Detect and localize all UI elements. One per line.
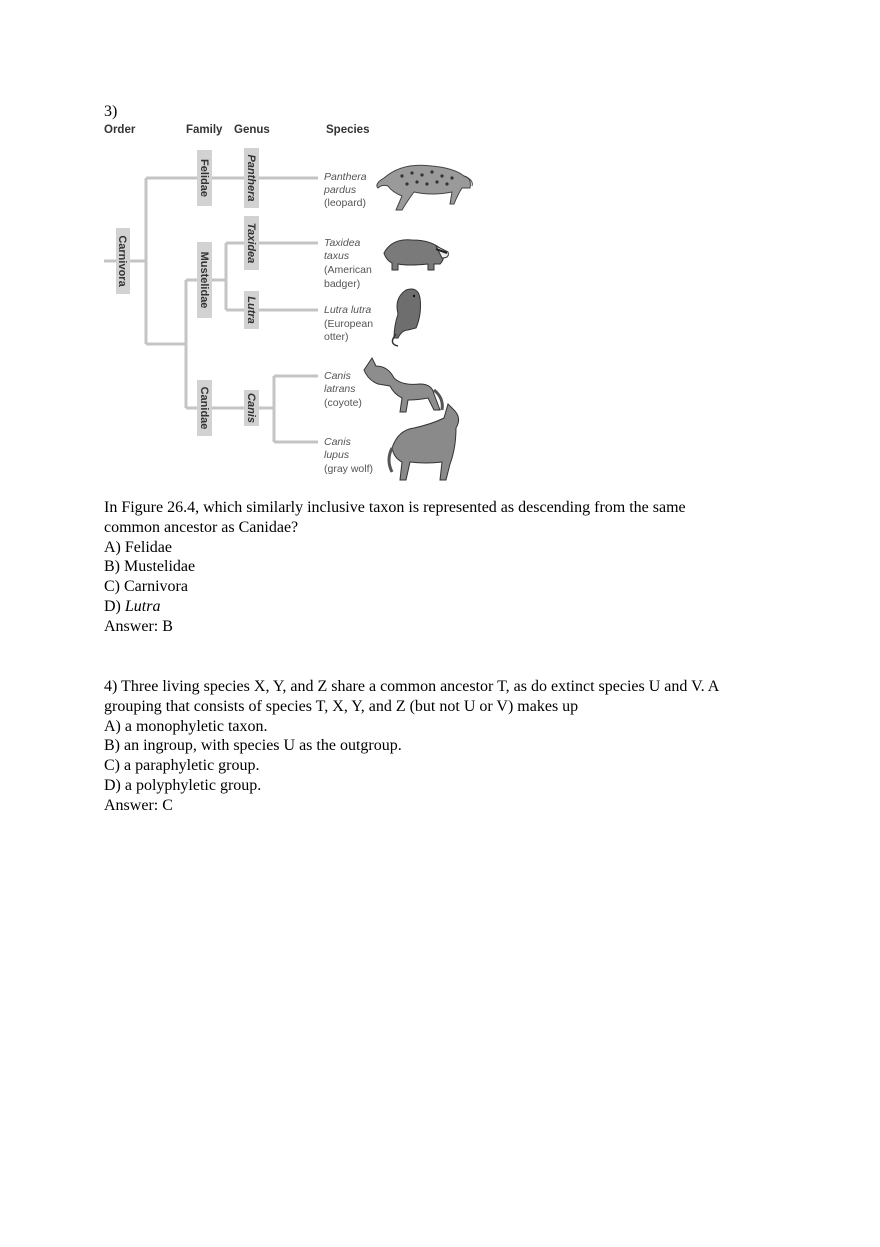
species-coyote-epithet: latrans (324, 383, 356, 395)
species-badger-common-2: badger) (324, 278, 361, 290)
question-3-option-d (104, 597, 804, 617)
header-species: Species (326, 124, 370, 136)
question-4-text (104, 677, 804, 816)
otter-illustration (392, 289, 420, 346)
badger-illustration (384, 240, 448, 270)
leopard-illustration (377, 165, 472, 210)
species-leopard-common: (leopard) (324, 197, 367, 209)
question-3-line-2: common ancestor as Canidae? (104, 518, 299, 536)
question-3-option-a: A) Felidae (104, 538, 172, 556)
species-wolf-genus: Canis (324, 436, 351, 448)
genus-label-lutra: Lutra (245, 296, 257, 324)
species-badger (324, 237, 372, 290)
genus-label-taxidea: Taxidea (245, 222, 257, 264)
family-label-canidae: Canidae (198, 386, 210, 430)
question-3-option-b: B) Mustelidae (104, 558, 196, 576)
species-otter-common-1: (European (324, 318, 374, 330)
option-d-genus: Lutra (124, 597, 161, 615)
wolf-illustration (389, 404, 459, 480)
question-3-number: 3) (104, 103, 118, 120)
species-wolf-epithet: lupus (324, 449, 350, 461)
header-genus: Genus (234, 124, 270, 136)
question-4-option-a: A) a monophyletic taxon. (104, 717, 268, 735)
header-family: Family (186, 124, 223, 136)
question-4-option-b: B) an ingroup, with species U as the outgroup. (104, 737, 402, 755)
species-badger-epithet: taxus (324, 250, 350, 262)
species-wolf-common: (gray wolf) (324, 463, 374, 475)
species-otter (324, 304, 373, 343)
question-3-answer: Answer: B (104, 617, 173, 635)
question-4-line-2: grouping that consists of species T, X, Y, and Z (but not U or V) makes up (104, 697, 579, 715)
family-label-felidae: Felidae (198, 159, 210, 197)
species-coyote-genus: Canis (324, 370, 351, 382)
tree-svg (102, 118, 482, 484)
question-3-line-1: In Figure 26.4, which similarly inclusive taxon is represented as descending from the same (104, 499, 686, 516)
question-3-text (104, 498, 804, 637)
genus-label-panthera: Panthera (245, 154, 257, 202)
option-d-prefix: D) (104, 597, 125, 615)
species-coyote-common: (coyote) (324, 397, 362, 409)
species-otter-common-2: otter) (324, 331, 349, 343)
question-4-line-1: 4) Three living species X, Y, and Z share a common ancestor T, as do extinct species U and V. A (104, 678, 720, 695)
family-label-mustelidae: Mustelidae (198, 251, 210, 309)
question-4-answer: Answer: C (104, 796, 173, 814)
genus-label-canis: Canis (245, 393, 257, 423)
question-4-option-c: C) a paraphyletic group. (104, 757, 260, 775)
order-label: Carnivora (116, 235, 128, 287)
species-otter-name: Lutra lutra (324, 304, 372, 316)
question-4-option-d: D) a polyphyletic group. (104, 776, 262, 794)
species-wolf (324, 436, 373, 475)
species-badger-genus: Taxidea (324, 237, 361, 249)
species-coyote (324, 370, 362, 409)
coyote-illustration (364, 358, 442, 412)
species-leopard (323, 171, 367, 209)
question-3-option-c: C) Carnivora (104, 578, 188, 596)
header-order: Order (104, 124, 136, 136)
species-leopard-epithet: pardus (324, 184, 357, 196)
species-leopard-genus: Panthera (324, 171, 367, 183)
species-badger-common-1: (American (324, 264, 372, 276)
phylogenetic-tree-figure (102, 118, 482, 484)
